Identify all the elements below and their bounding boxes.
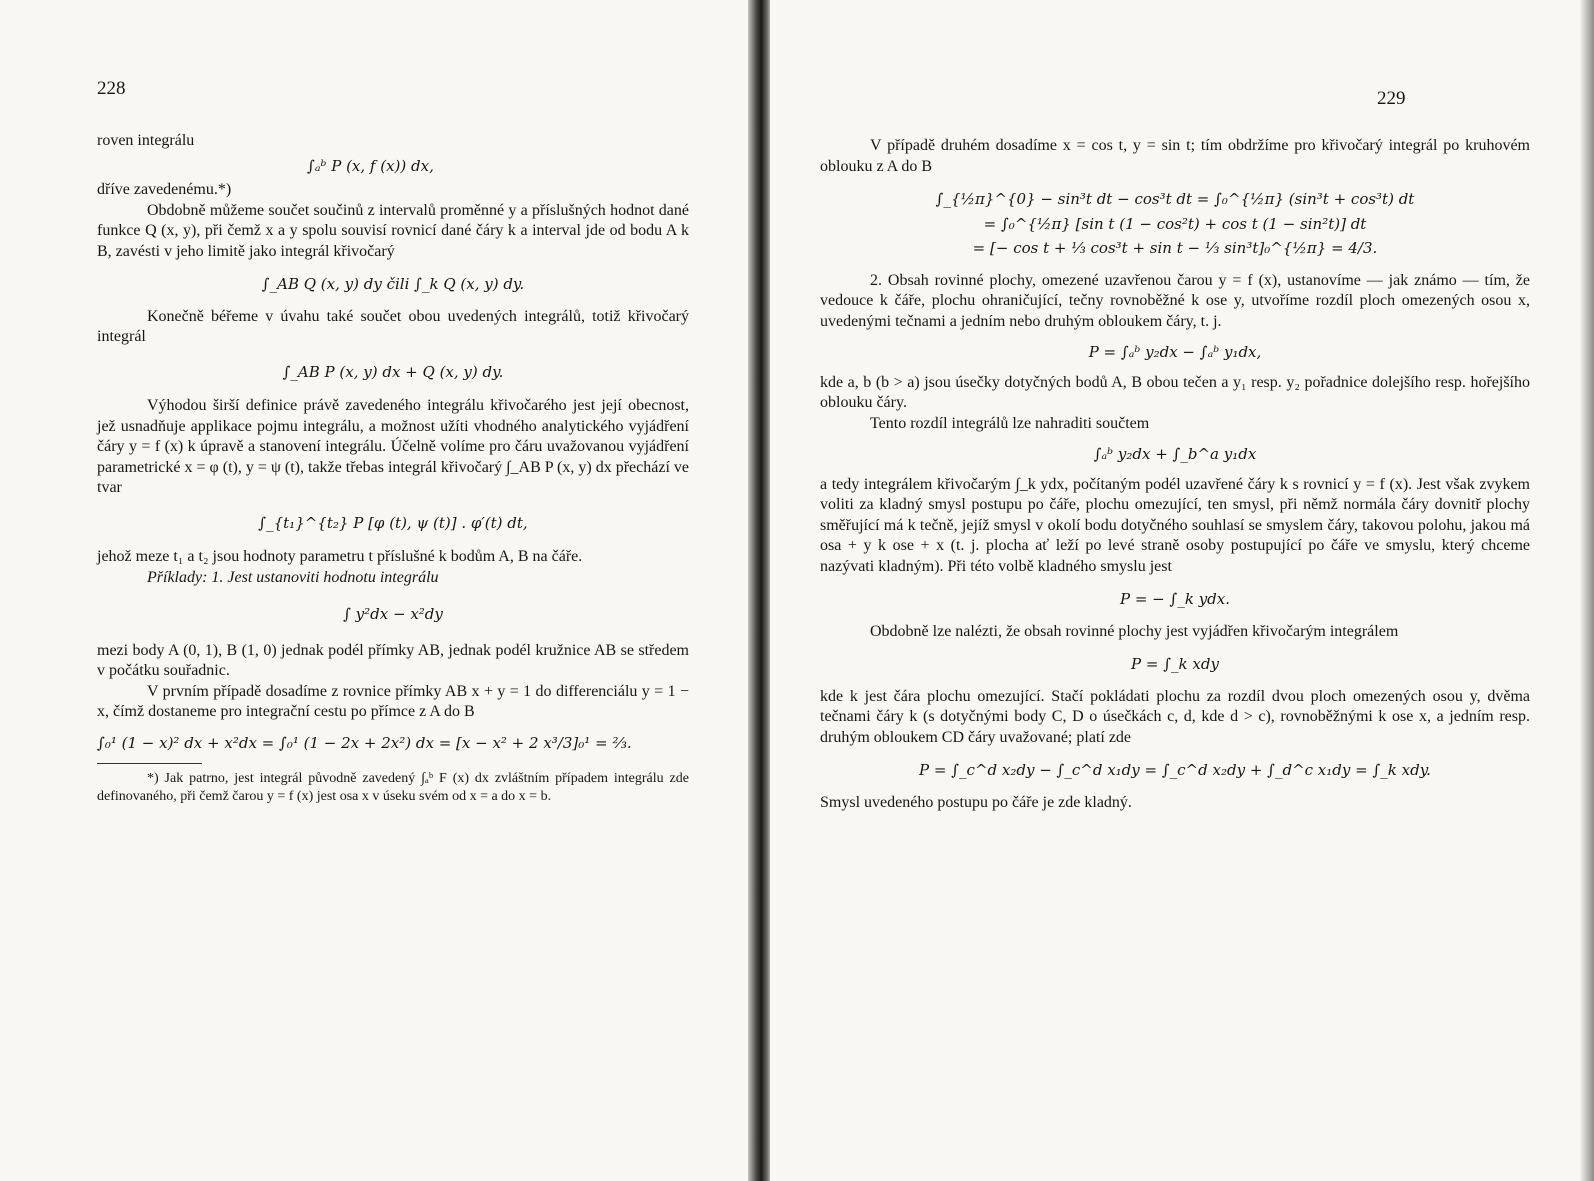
paragraph: Smysl uvedeného postupu po čáře je zde kladný. <box>820 793 1132 811</box>
formula: P = ∫ₐᵇ y₂dx − ∫ₐᵇ y₁dx, <box>1088 343 1262 361</box>
paragraph: 2. Obsah rovinné plochy, omezené uzavřenou čarou y = f (x), ustanovíme — jak známo — tím, že vedouce k čáře, plochu ohraničující, tečny rovnoběžné k ose y, utvoříme rozdíl ploch omezených osou x, uvedenými tečnami a jedním nebo druhým obloukem čáry, t. j. <box>820 271 1530 330</box>
formula: P = ∫_c^d x₂dy − ∫_c^d x₁dy = ∫_c^d x₂dy + ∫_d^c x₁dy = ∫_k xdy. <box>919 761 1431 779</box>
paragraph: dříve zavedenému.*) <box>97 181 232 198</box>
paragraph: Obdobně můžeme součet součinů z intervalů proměnné y a příslušných hodnot dané funkce Q (x, y), při čemž x a y spolu souvisí rovnicí dané čáry k a interval jde od bodu A k B, zavésti v jeho limitě jako integrál křivočarý <box>97 201 689 260</box>
formula: ∫ y²dx − x²dy <box>343 605 443 623</box>
page-number: 228 <box>97 78 126 99</box>
footnote: *) Jak patrno, jest integrál původně zavedený ∫ₐᵇ F (x) dx zvláštním případem integrálu zde definovaného, při čemž čarou y = f (x) jest osa x v úseku svém od x = a do x = b. <box>97 771 689 804</box>
paragraph: Příklady: 1. Jest ustanoviti hodnotu integrálu <box>147 568 439 586</box>
formula: ∫_AB P (x, y) dx + Q (x, y) dy. <box>282 362 504 381</box>
formula: = ∫₀^{½π} [sin t (1 − cos²t) + cos t (1 − sin²t)] dt <box>983 214 1367 233</box>
book-gutter <box>748 0 772 1181</box>
formula: ∫ₐᵇ y₂dx + ∫_b^a y₁dx <box>1093 445 1257 463</box>
paragraph: V prvním případě dosadíme z rovnice přímky AB x + y = 1 do differenciálu y = 1 − x, čímž dostaneme pro integrační cestu po přímce z A do B <box>97 682 689 720</box>
formula: P = ∫_k xdy <box>1131 655 1219 673</box>
right-page-text <box>820 136 1530 813</box>
formula: ∫_AB Q (x, y) dy čili ∫_k Q (x, y) dy. <box>261 275 525 293</box>
formula: ∫ₐᵇ P (x, f (x)) dx, <box>307 156 434 175</box>
right-page <box>770 0 1594 1181</box>
paragraph: roven integrálu <box>97 132 195 149</box>
paragraph: Výhodou širší definice právě zavedeného integrálu křivočarého jest její obecnost, jež usnadňuje applikace pojmu integrálu, a možnost užíti vhodného analytického vyjádření čáry y = f (x) k úpravě a stanovení integrálu. Účelně volíme pro čáru uvažovanou vyjádření parametrické x = φ (t), y = ψ (t), takže třebas integrál křivočarý ∫_AB P (x, y) dx přechází ve tvar <box>97 397 689 496</box>
paragraph: kde a, b (b > a) jsou úsečky dotyčných bodů A, B obou tečen a y₁ resp. y₂ pořadnice dolejšího resp. hořejšího oblouku čáry. <box>820 373 1530 411</box>
footnote-rule <box>97 763 202 764</box>
paragraph: Obdobně lze nalézti, že obsah rovinné plochy jest vyjádřen křivočarým integrálem <box>870 622 1399 640</box>
formula: P = − ∫_k ydx. <box>1119 590 1230 608</box>
formula: ∫_{t₁}^{t₂} P [φ (t), ψ (t)] . φ′(t) dt, <box>258 513 528 532</box>
paragraph: a tedy integrálem křivočarým ∫_k ydx, počítaným podél uzavřené čáry k s rovnicí y = f (x). Jest však zvykem voliti za kladný smysl postupu po čáře, plochu omezující, ten smysl, při němž normála čáry dovnitř plochy směřující má k tečně, jejíž smysl v okolí bodu dotyčného souhlasí se smyslem čáry, takovou polohu, jakou má osa + y k ose + x (t. j. plocha ať leží po levé straně osoby postupující po čáře ve smyslu, který chceme nazývati kladným). Při této volbě kladného smyslu jest <box>820 475 1530 575</box>
paragraph: kde k jest čára plochu omezující. Stačí pokládati plochu za rozdíl dvou ploch omezených osou y, dvěma tečnami čáry k (s dotyčnými body C, D o úsečkách c, d, kde d > c), rovnoběžnými k ose x, a jedním resp. druhým obloukem CD čáry uvažované; platí zde <box>820 687 1530 746</box>
paragraph: V případě druhém dosadíme x = cos t, y = sin t; tím obdržíme pro křivočarý integrál po kruhovém oblouku z A do B <box>820 137 1530 175</box>
paragraph: Tento rozdíl integrálů lze nahraditi součtem <box>870 414 1150 432</box>
left-page-text <box>97 131 689 806</box>
formula: ∫₀¹ (1 − x)² dx + x²dx = ∫₀¹ (1 − 2x + 2x²) dx = [x − x² + 2 x³/3]₀¹ = ⅔. <box>97 733 632 752</box>
paragraph: mezi body A (0, 1), B (1, 0) jednak podél přímky AB, jednak podél kružnice AB se středem v počátku souřadnic. <box>97 641 689 679</box>
formula: ∫_{½π}^{0} − sin³t dt − cos³t dt = ∫₀^{½π} (sin³t + cos³t) dt <box>935 190 1415 208</box>
page-edge-shadow <box>1580 0 1594 1181</box>
paragraph: jehož meze t₁ a t₂ jsou hodnoty parametru t příslušné k bodům A, B na čáře. <box>97 548 583 565</box>
page-number: 229 <box>1377 88 1406 109</box>
formula: = [− cos t + ⅓ cos³t + sin t − ⅓ sin³t]₀^{½π} = 4/3. <box>972 239 1378 257</box>
left-page <box>0 0 760 1181</box>
paragraph: Konečně béřeme v úvahu také součet obou uvedených integrálů, totiž křivočarý integrál <box>97 307 689 345</box>
